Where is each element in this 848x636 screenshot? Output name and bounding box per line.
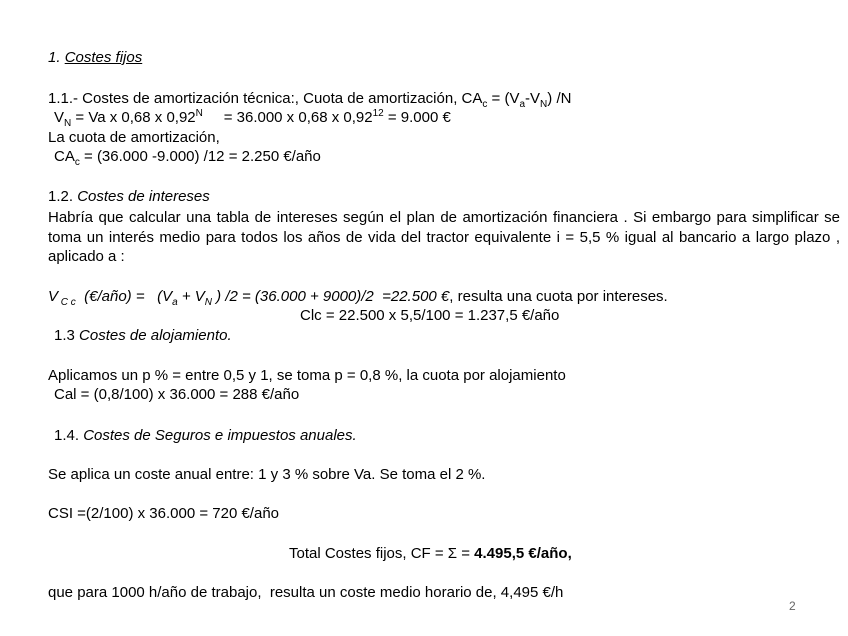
formula-text: + V <box>177 288 205 305</box>
amortization-text: 1.1.- Costes de amortización técnica:, Cuota de amortización, CA <box>48 90 483 107</box>
housing-heading <box>54 327 232 345</box>
heading-title: Costes de alojamiento. <box>79 327 232 344</box>
heading-number: 1.3 <box>54 327 80 344</box>
subscript-n: N <box>540 99 548 110</box>
page-number: 2 <box>789 599 796 613</box>
section-1-heading <box>48 49 142 67</box>
heading-title: Costes de intereses <box>77 188 210 205</box>
interest-paragraph: Habría que calcular una tabla de intereses según el plan de amortización financiera . Si embargo para simplificar se toma un interés medio para todos los años de vida del tractor equivalente i = 5,5 % igual al bancario a largo plazo , aplicado a : <box>48 209 840 265</box>
formula-text: = 36.000 x 0,68 x 0,92 <box>202 109 373 126</box>
formula-tail: , resulta una cuota por intereses. <box>449 288 668 305</box>
formula-text: V <box>48 288 59 305</box>
residual-value-formula <box>54 109 451 127</box>
heading-number: 1.4. <box>54 427 84 444</box>
heading-number: 1.2. <box>48 188 78 205</box>
superscript-12: 12 <box>372 108 384 119</box>
subscript-c: c <box>482 99 488 110</box>
total-label: Total Costes fijos, CF = Σ = <box>289 545 475 562</box>
interest-quota-formula: Clc = 22.500 x 5,5/100 = 1.237,5 €/año <box>300 307 560 324</box>
total-tail: , <box>567 545 572 562</box>
section-1-title: Costes fijos <box>64 49 143 66</box>
closing-line: que para 1000 h/año de trabajo, resulta un coste medio horario de, 4,495 €/h <box>48 584 564 601</box>
amortization-quota-formula <box>54 148 321 166</box>
subscript-n: N <box>64 118 72 129</box>
heading-title: Costes de Seguros e impuestos anuales. <box>83 427 357 444</box>
formula-text: = 9.000 € <box>383 109 451 126</box>
interest-formula <box>48 288 668 306</box>
amortization-text: ) /N <box>547 90 572 107</box>
formula-text: = Va x 0,68 x 0,92 <box>71 109 196 126</box>
insurance-rate-line: Se aplica un coste anual entre: 1 y 3 % sobre Va. Se toma el 2 %. <box>48 466 486 483</box>
formula-text: CA <box>54 148 75 165</box>
formula-text: = (36.000 -9.000) /12 = 2.250 €/año <box>79 148 321 165</box>
section-1-number: 1. <box>48 49 61 66</box>
formula-text: ) /2 = (36.000 + 9000)/2 =22.500 € <box>212 288 450 305</box>
subscript-c: c <box>74 157 80 168</box>
housing-quota-formula: Cal = (0,8/100) x 36.000 = 288 €/año <box>54 386 300 403</box>
subscript-a: a <box>172 297 178 308</box>
total-value: 4.495,5 €/año <box>474 545 568 562</box>
superscript-n: N <box>195 108 203 119</box>
amortization-text: -V <box>525 90 541 107</box>
formula-text: (€/año) = (V <box>75 288 173 305</box>
housing-rate-line: Aplicamos un p % = entre 0,5 y 1, se toma p = 0,8 %, la cuota por alojamiento <box>48 367 566 384</box>
amortization-quota-label: La cuota de amortización, <box>48 129 220 146</box>
amortization-text: = (V <box>487 90 520 107</box>
subscript-cc: C c <box>58 297 76 308</box>
insurance-quota-formula: CSI =(2/100) x 36.000 = 720 €/año <box>48 505 279 522</box>
subscript-a: a <box>519 99 526 110</box>
subscript-n: N <box>204 297 212 308</box>
amortization-heading-line <box>48 90 571 108</box>
interest-heading <box>48 188 210 206</box>
insurance-heading <box>54 427 357 445</box>
total-fixed-costs <box>289 545 572 563</box>
formula-text: V <box>54 109 65 126</box>
